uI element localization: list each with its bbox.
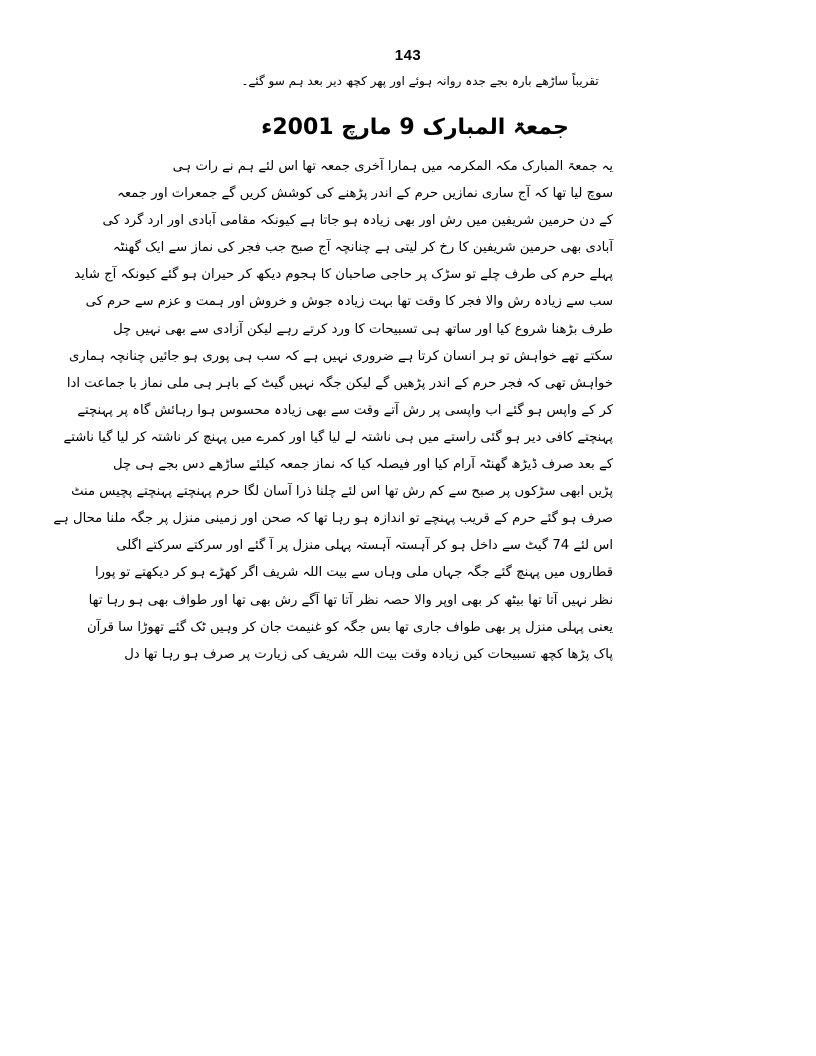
body-line: سوچ لیا تھا کہ آج ساری نمازیں حرم کے اندر پڑھنے کی کوشش کریں گے جمعرات اور جمعہ: [117, 186, 613, 202]
body-line: پہنچتے کافی دیر ہو گئی راستے میں ہی ناشتہ لے لیا گیا اور کمرے میں پہنچ کر ناشتہ کر لیا گیا ناشتے: [63, 429, 613, 445]
body-line: کے بعد صرف ڈیڑھ گھنٹہ آرام کیا اور فیصلہ کیا کہ نماز جمعہ کیلئے ساڑھے دس بجے ہی چل: [113, 457, 613, 473]
body-line: یہ جمعۃ المبارک مکہ المکرمہ میں ہمارا آخری جمعہ تھا اس لئے ہم نے رات ہی: [172, 159, 613, 174]
body-line: نظر نہیں آتا تھا بیٹھ کر بھی اوپر والا حصہ نظر آتا تھا آگے رش بھی تھا اور طواف بھی ہو رہا تھا: [88, 592, 613, 608]
body-line: قطاروں میں پہنچ گئے جگہ جہاں ملی وہاں سے بیت اللہ شریف اگر کھڑے ہو کر دیکھتے تو پورا: [94, 565, 613, 581]
page-number: 143: [394, 47, 422, 64]
body-line: کے دن حرمین شریفین میں رش اور بھی زیادہ ہو جاتا ہے کیونکہ مقامی آبادی اور ارد گرد کی: [102, 213, 613, 229]
body-line: یعنی پہلی منزل پر بھی طواف جاری تھا بس جگہ کو غنیمت جان کر وہیں ٹک گئے تھوڑا سا قرآن: [87, 619, 613, 635]
body-line: خواہش تھی کہ فجر حرم کے اندر پڑھیں گے لیکن جگہ نہیں گیٹ کے باہر ہی ملی نماز با جماعت ادا: [66, 375, 613, 391]
body-line: کر کے واپس ہو گئے اب واپسی پر رش آتے وقت سے بھی زیادہ محسوس ہوا رہائش گاہ پر پہنچتے: [77, 402, 613, 418]
intro-line: تقریباً ساڑھے بارہ بجے جدہ روانہ ہوئے اور پھر کچھ دیر بعد ہم سو گئے۔: [241, 74, 599, 88]
body-line: آبادی بھی حرمین شریفین کا رخ کر لیتی ہے چنانچہ آج صبح جب فجر کی نماز سے ایک گھنٹہ: [112, 240, 613, 256]
body-line: سکتے تھے خواہش تو ہر انسان کرتا ہے ضروری نہیں ہے کہ سب ہی پوری ہو جائیں چنانچہ ہماری: [69, 348, 613, 364]
section-title: جمعۃ المبارک 9 مارچ 2001ء: [261, 115, 569, 140]
body-text: [53, 153, 613, 668]
body-line: سب سے زیادہ رش والا فجر کا وقت تھا بہت زیادہ جوش و خروش اور ہمت و عزم سے حرم کی: [85, 294, 613, 310]
body-line: پاک پڑھا کچھ تسبیحات کیں زیادہ وقت بیت اللہ شریف کی زیارت پر صرف ہو رہا تھا دل: [124, 646, 613, 662]
body-line: طرف بڑھنا شروع کیا اور ساتھ ہی تسبیحات کا ورد کرتے رہے لیکن آزادی سے بھی نہیں چل: [113, 321, 613, 337]
body-line: پڑیں ابھی سڑکوں پر صبح سے کم رش تھا اس لئے چلنا ذرا آسان لگا حرم پہنچتے پہنچتے پچیس منٹ: [71, 484, 613, 500]
body-line: صرف ہو گئے حرم کے قریب پہنچے تو اندازہ ہو رہا تھا کہ صحن اور زمینی منزل پر جگہ ملنا محال ہے: [53, 511, 613, 527]
body-line: اس لئے 74 گیٹ سے داخل ہو کر آہستہ آہستہ پہلی منزل پر آ گئے اور سرکتے سرکتے اگلی: [116, 538, 613, 554]
body-line: پہلے حرم کی طرف چلے تو سڑک پر حاجی صاحبان کا ہجوم دیکھ کر حیران ہو گئے کیونکہ آج شاید: [74, 267, 613, 283]
